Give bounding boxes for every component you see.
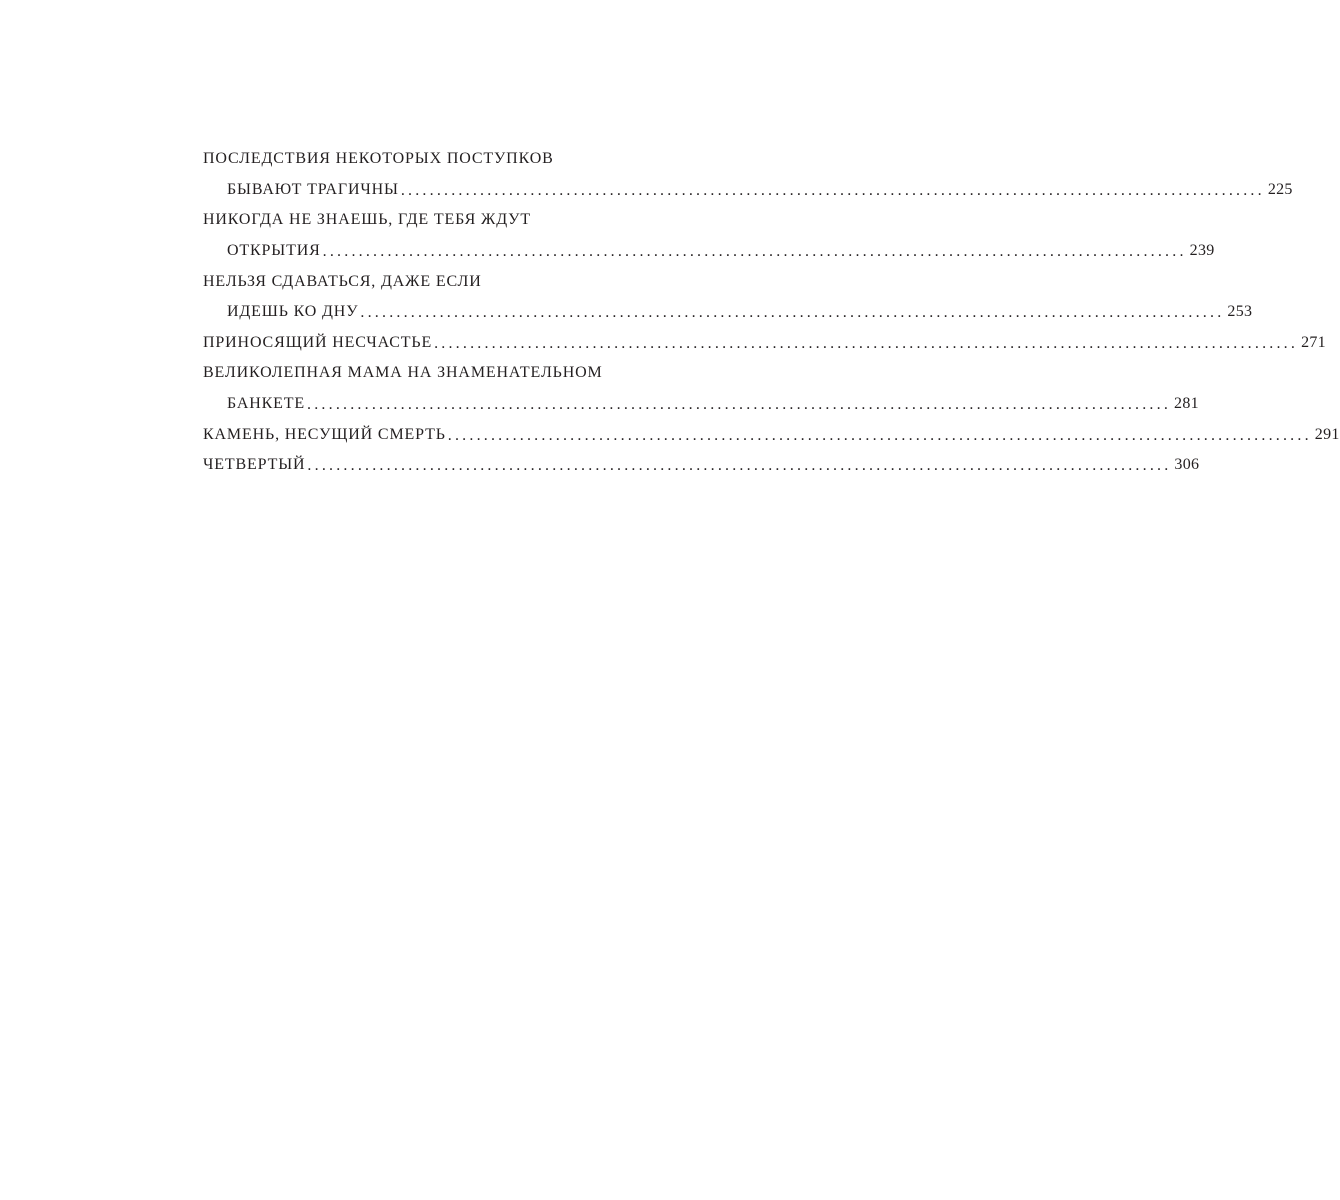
toc-page-number: 225 (1267, 180, 1293, 198)
toc-entry-title: БАНКЕТЕ (227, 395, 306, 413)
toc-page-number: 281 (1174, 395, 1199, 413)
dot-leader: ........................................................................................................................ (447, 426, 1312, 444)
toc-entry-title-line (203, 205, 735, 236)
toc-entry-title: НИКОГДА НЕ ЗНАЕШЬ, ГДЕ ТЕБЯ ЖДУТ (203, 211, 531, 229)
toc-entry-title: КАМЕНЬ, НЕСУЩИЙ СМЕРТЬ (203, 425, 446, 443)
toc-entry[interactable] (203, 297, 1253, 328)
toc-entry-title: БЫВАЮТ ТРАГИЧНЫ (227, 180, 399, 198)
toc-entry-title-line (203, 144, 735, 175)
dot-leader: ........................................................................................................................ (307, 457, 1172, 475)
toc-page-number: 306 (1174, 456, 1200, 474)
toc-entry-title: ЧЕТВЕРТЫЙ (203, 456, 306, 474)
toc-entry-title-line (203, 358, 735, 389)
dot-leader: ........................................................................................................................ (322, 243, 1187, 261)
dot-leader: ........................................................................................................................ (434, 334, 1299, 352)
table-of-contents (203, 144, 1340, 481)
toc-entry-title: ИДЕШЬ КО ДНУ (227, 303, 359, 321)
toc-entry-title-line (203, 266, 735, 297)
toc-entry[interactable] (203, 450, 1200, 481)
toc-page-number: 253 (1227, 303, 1253, 321)
dot-leader: ........................................................................................................................ (400, 181, 1265, 199)
toc-entry-title: ПОСЛЕДСТВИЯ НЕКОТОРЫХ ПОСТУПКОВ (203, 150, 554, 168)
toc-page-number: 271 (1301, 333, 1326, 351)
toc-entry[interactable] (203, 328, 1326, 359)
dot-leader: ........................................................................................................................ (307, 396, 1172, 414)
toc-entry[interactable] (203, 236, 1215, 267)
toc-entry-title: ПРИНОСЯЩИЙ НЕСЧАСТЬЕ (203, 333, 433, 351)
toc-entry[interactable] (203, 419, 1340, 450)
toc-page-number: 239 (1189, 242, 1215, 260)
toc-entry[interactable] (203, 175, 1293, 206)
toc-page-number: 291 (1314, 425, 1340, 443)
toc-entry-title: НЕЛЬЗЯ СДАВАТЬСЯ, ДАЖЕ ЕСЛИ (203, 272, 482, 290)
toc-entry[interactable] (203, 389, 1199, 420)
toc-entry-title: ВЕЛИКОЛЕПНАЯ МАМА НА ЗНАМЕНАТЕЛЬНОМ (203, 364, 603, 382)
toc-entry-title: ОТКРЫТИЯ (227, 242, 321, 260)
dot-leader: ........................................................................................................................ (360, 304, 1225, 322)
